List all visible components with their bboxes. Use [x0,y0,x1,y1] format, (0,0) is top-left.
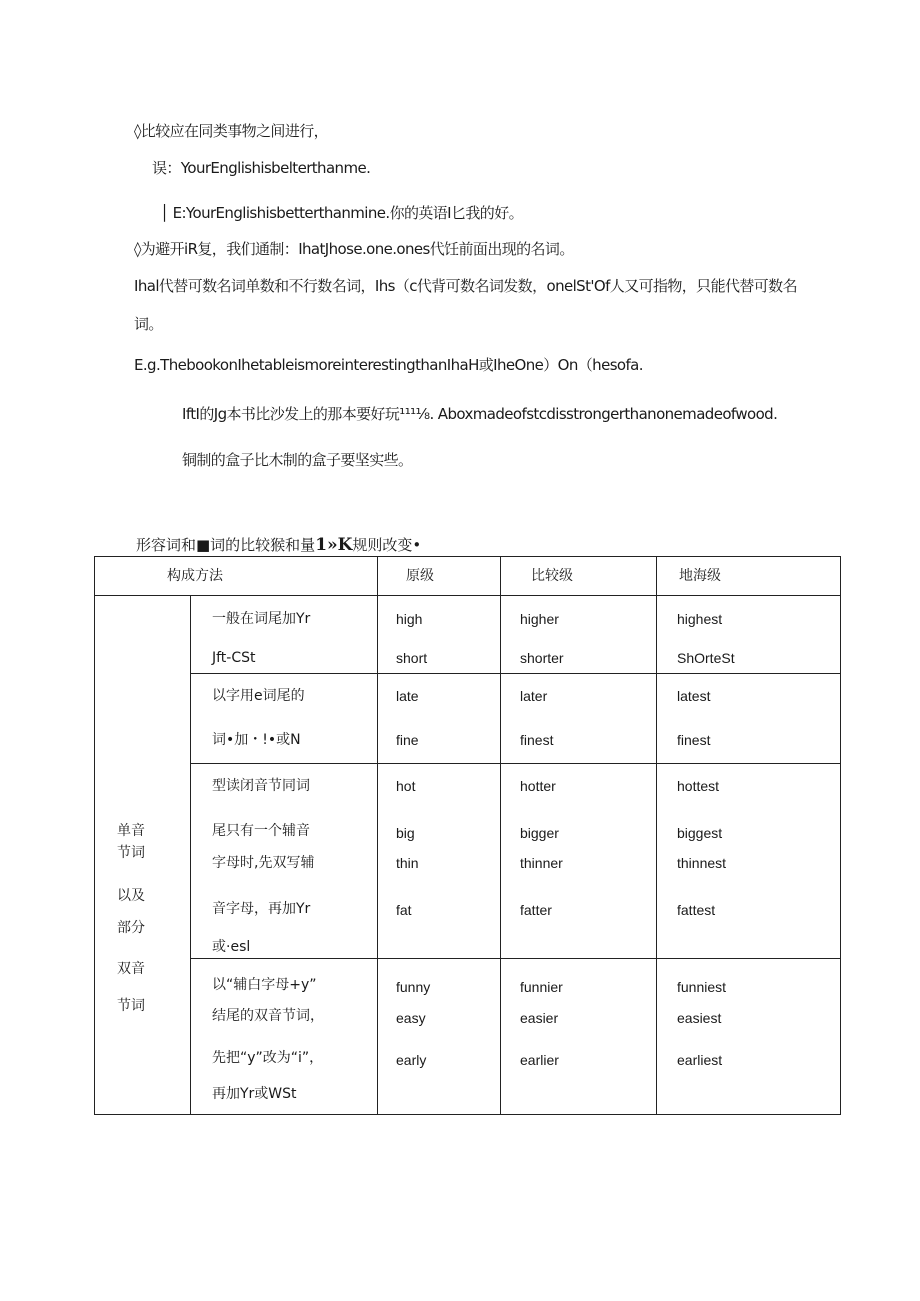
base-cell [378,674,501,763]
table-caption-suffix: 规则改变• [352,536,422,554]
paragraph-2: 误：YourEnglishisbelterthanme. [152,159,371,177]
rule-line: Jft-CSt [212,650,256,666]
base-word: short [396,650,428,666]
superlative-cell [657,959,841,1115]
category-cell [95,596,191,1115]
category-line: 单音 [117,823,145,839]
paragraph-3: │ E:YourEnglishisbetterthanmine.你的英语I匕我的好。 [160,204,523,222]
table-caption-prefix: 形容词和■词的比较猴和量 [136,536,316,554]
superlative-cell [657,763,841,959]
rule-line: 一般在词尾加Yr [212,611,311,627]
comparative-word: bigger [520,824,559,841]
rule-line: 型读闭音节同词 [212,777,310,794]
paragraph-8: 铜制的盒子比木制的盒子要坚实些。 [182,451,413,469]
category-line: 以及 [117,888,145,904]
category-line: 节词 [117,845,145,861]
base-cell [378,596,501,674]
base-cell [378,959,501,1115]
rule-line: 字母时,先双写辅 [212,854,315,871]
header-method: 构成方法 [95,557,378,596]
base-word: hot [396,777,416,794]
comparative-word: shorter [520,650,564,666]
rule-line: 尾只有一个辅音 [212,822,310,839]
rule-cell [191,959,378,1115]
category-line: 部分 [117,920,145,936]
superlative-word: funniest [677,979,727,996]
comparative-cell [501,674,657,763]
superlative-word: highest [677,611,723,627]
rule-line: 以字用e词尾的 [212,688,305,705]
rule-line: 音字母，再加Yr [212,900,311,917]
comparative-cell [501,763,657,959]
rule-line: 词•加・!•或N [212,732,301,749]
comparative-word: fatter [520,901,552,918]
category-line: 节词 [117,998,145,1014]
base-word: high [396,611,423,627]
base-word: late [396,688,419,705]
header-base: 原级 [378,557,501,596]
table-row [95,674,841,763]
base-word: early [396,1052,427,1069]
rule-cell [191,763,378,959]
superlative-word: easiest [677,1010,722,1027]
table-row [95,763,841,959]
comparative-word: later [520,688,548,705]
rule-line: 或·esl [212,938,251,955]
comparative-cell [501,959,657,1115]
base-cell [378,763,501,959]
base-word: thin [396,854,419,871]
comparative-word: funnier [520,979,563,996]
table-row [95,959,841,1115]
header-superlative: 地海级 [657,557,841,596]
superlative-word: biggest [677,824,723,841]
table-caption [136,535,421,555]
rule-line: 以“辅白字母+y” [212,977,317,994]
table-header-row [95,557,841,596]
paragraph-6: E.g.ThebookonIhetableismoreinterestingthanIhaH或IheOne）On（hesofa. [134,356,643,374]
comparative-word: hotter [520,777,556,794]
superlative-word: hottest [677,777,720,794]
comparative-word: finest [520,732,554,749]
comparative-word: thinner [520,854,563,871]
base-word: big [396,824,415,841]
base-word: funny [396,979,431,996]
comparative-cell [501,596,657,674]
paragraph-7: IftI的Jg本书比沙发上的那本要好玩¹¹¹⅛. Aboxmadeofstcdisstrongerthanonemadeofwood. [182,405,778,423]
rule-line: 结尾的双音节词， [212,1008,324,1025]
comparison-table [94,556,841,1115]
superlative-word: latest [677,688,711,705]
table-caption-bold: 1»K [315,535,353,555]
paragraph-5b: 词。 [134,315,163,333]
rule-cell [191,596,378,674]
rule-cell [191,674,378,763]
base-word: fine [396,732,419,749]
paragraph-4: ◊为避开iR复，我们通制：IhatJhose.one.ones代饪前面出现的名词。 [134,240,574,258]
rule-line: 先把“y”改为“i”， [212,1050,324,1067]
paragraph-1: ◊比较应在同类事物之间进行， [134,122,329,140]
category-line: 双音 [117,961,145,977]
rule-line: 再加Yr或WSt [212,1086,297,1103]
paragraph-5a: Ihal代替可数名词单数和不行数名词，Ihs（c代背可数名词发数，onelSt'Of人又可指物，只能代替可数名 [134,277,797,295]
table-row [95,596,841,674]
superlative-cell [657,596,841,674]
base-word: easy [396,1010,426,1027]
header-comparative: 比较级 [501,557,657,596]
base-word: fat [396,901,412,918]
superlative-word: ShOrteSt [677,650,735,666]
superlative-word: finest [677,732,711,749]
superlative-word: earliest [677,1052,723,1069]
comparative-word: earlier [520,1052,559,1069]
superlative-word: thinnest [677,854,727,871]
comparative-word: higher [520,611,559,627]
comparative-word: easier [520,1010,559,1027]
superlative-cell [657,674,841,763]
superlative-word: fattest [677,901,716,918]
